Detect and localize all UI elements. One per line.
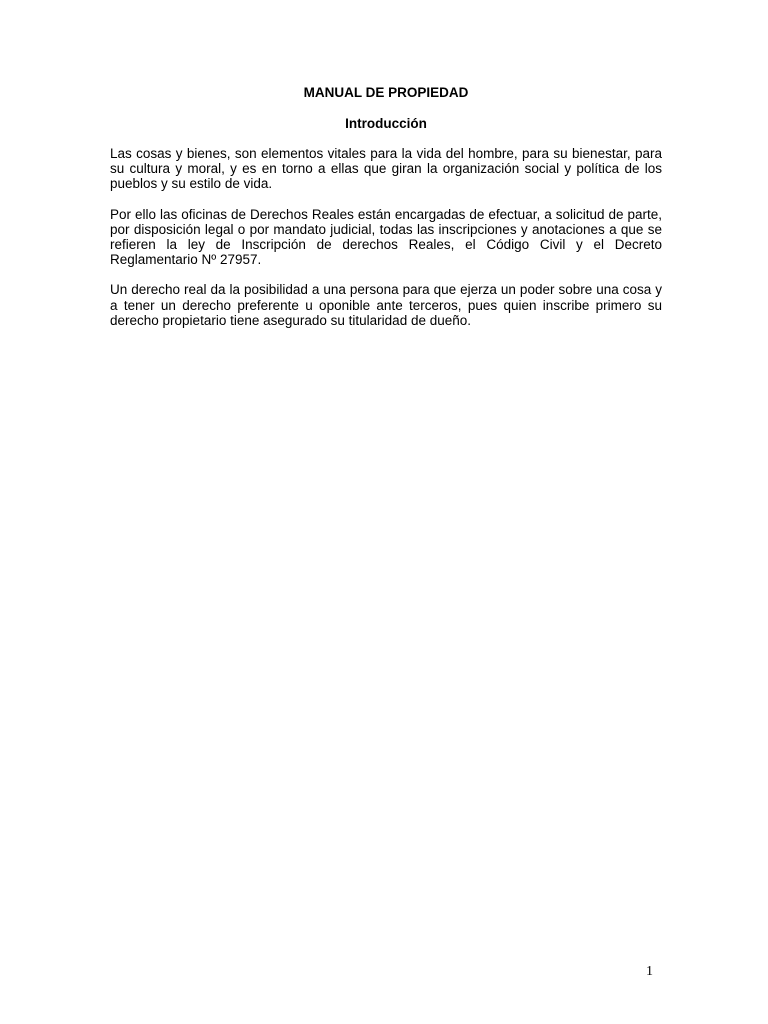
- paragraph-3: Un derecho real da la posibilidad a una persona para que ejerza un poder sobre una cosa y a tener un derecho preferente u oponible ante terceros, pues quien inscribe primero su derecho propietario tiene asegurado su titularidad de dueño.: [110, 282, 662, 328]
- paragraph-2: Por ello las oficinas de Derechos Reales están encargadas de efectuar, a solicitud de parte, por disposición legal o por mandato judicial, todas las inscripciones y anotaciones a que se refieren la ley de Inscripción de derechos Reales, el Código Civil y el Decreto Reglamentario Nº 27957.: [110, 206, 662, 268]
- document-body: [110, 84, 662, 328]
- page-number: 1: [646, 964, 653, 979]
- document-title: MANUAL DE PROPIEDAD: [303, 85, 469, 100]
- section-heading: Introducción: [345, 116, 427, 131]
- paragraph-1: Las cosas y bienes, son elementos vitales para la vida del hombre, para su bienestar, para su cultura y moral, y es en torno a ellas que giran la organización social y política de los pueblos y su estilo de vida.: [110, 146, 662, 192]
